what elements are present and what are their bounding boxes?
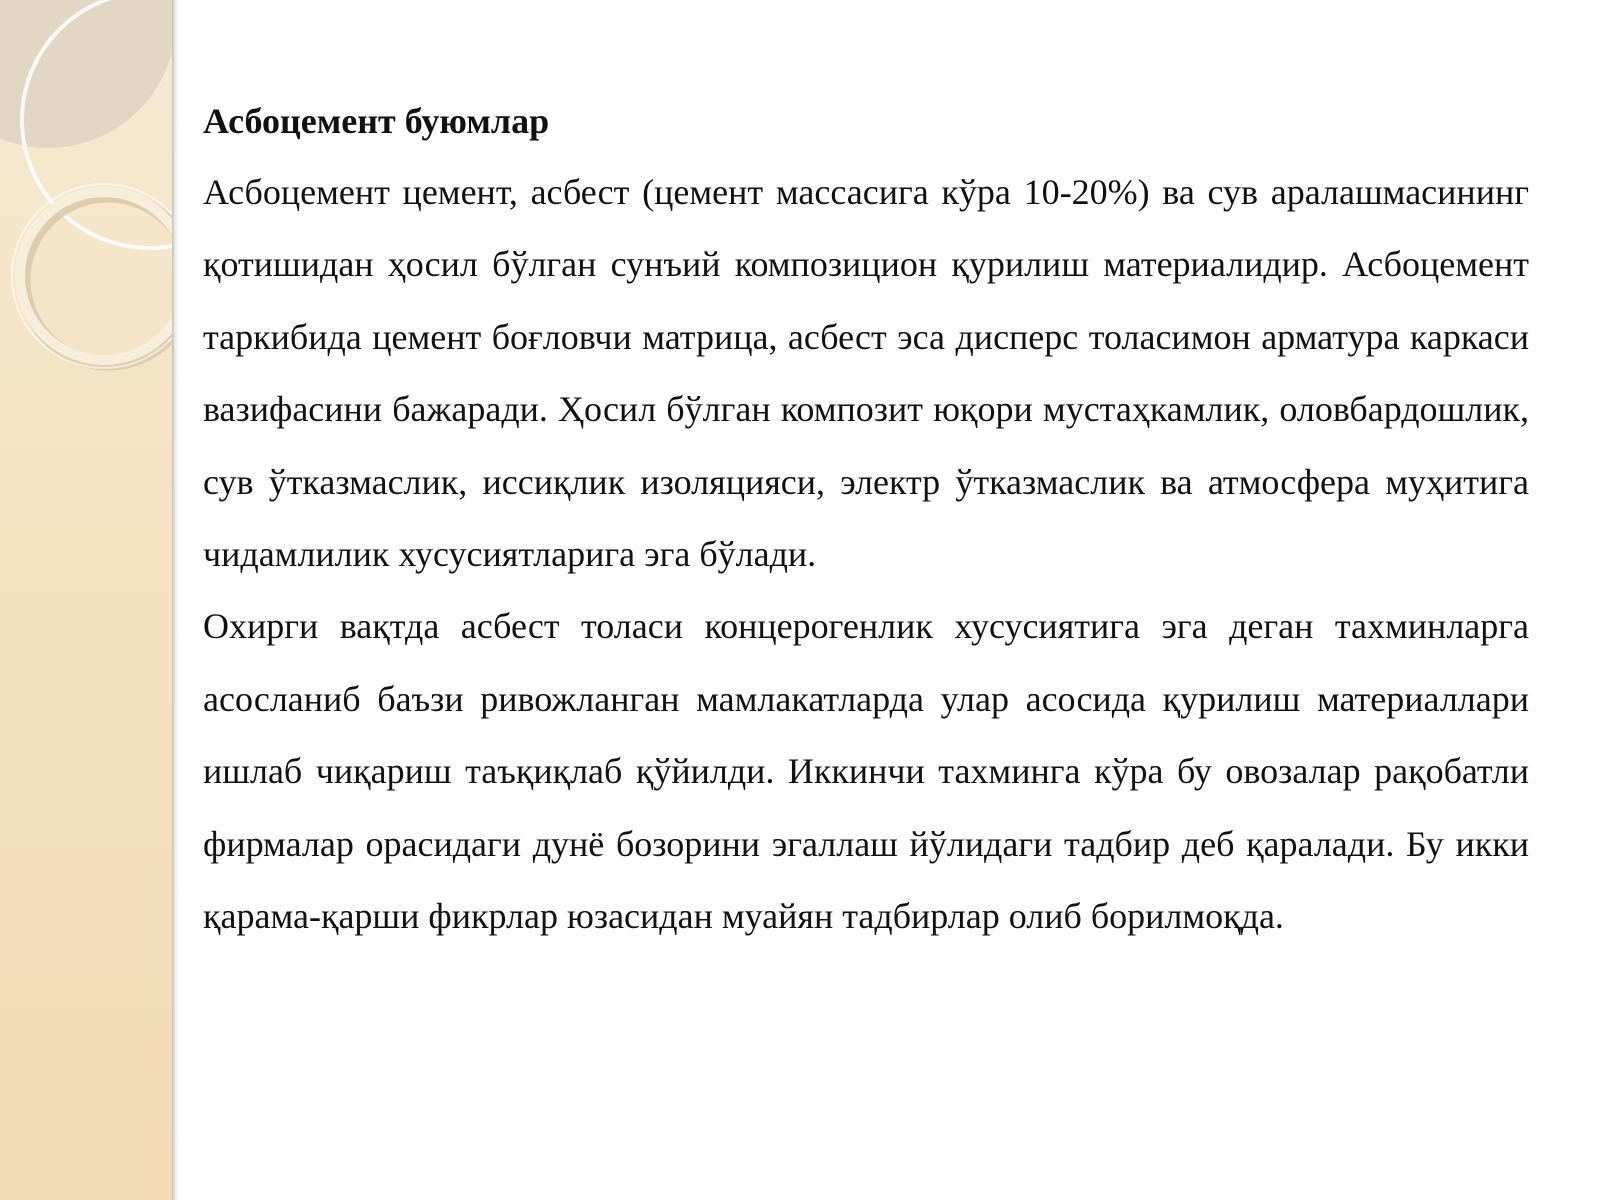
panel-edge-shadow: [172, 0, 180, 1200]
document-body: [203, 92, 1529, 952]
decorative-side-panel: [0, 0, 172, 1200]
paragraph: Охирги вақтда асбест толаси концерогенлик хусусиятига эга деган тахминларга асосланиб баъзи ривожланган мамлакатларда улар асосида қурилиш материаллари ишлаб чиқариш таъқиқлаб қўйилди. Иккинчи тахминга кўра бу овозалар рақобатли фирмалар орасидаги дунё бозорини эгаллаш йўлидаги тадбир деб қаралади. Бу икки қарама-қарши фикрлар юзасидан муайян тадбирлар олиб борилмоқда.: [203, 606, 1529, 937]
paragraph: Асбоцемент цемент, асбест (цемент массасига кўра 10-20%) ва сув аралашмасининг қотишидан ҳосил бўлган сунъий композицион қурилиш материалидир. Асбоцемент таркибида цемент боғловчи матрица, асбест эса дисперс толасимон арматура каркаси вазифасини бажаради. Ҳосил бўлган композит юқори мустаҳкамлик, оловбардошлик, сув ўтказмаслик, иссиқлик изоляцияси, электр ўтказмаслик ва атмосфера муҳитига чидамлилик хусусиятларига эга бўлади.: [203, 172, 1529, 575]
document-title: Асбоцемент буюмлар: [203, 101, 550, 141]
decorative-circles-icon: [0, 0, 172, 1200]
